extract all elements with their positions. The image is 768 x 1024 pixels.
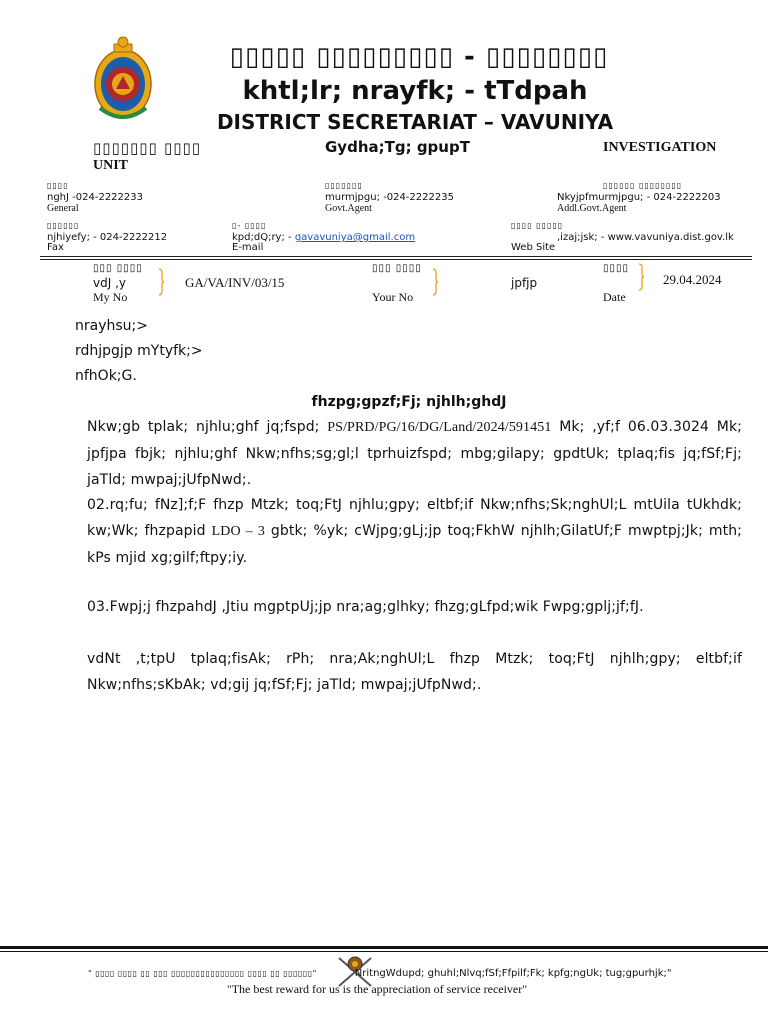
my-no-sinhala: ▯▯▯ ▯▯▯▯ <box>93 263 143 274</box>
footer-motto-english: "The best reward for us is the appreciation of service receiver" <box>226 982 528 996</box>
p2-text-b: gbtk; %yk; cWjpg;gLj;jp toq;FkhW njhlh;GilatUf;F mwptpj;Jk; mth; kPs mjid xg;gilf;ftpy;iy. <box>87 523 742 566</box>
your-no-label: Your No <box>372 290 414 304</box>
contact-fax-number: njhiyefy; - 024-2222212 <box>47 232 168 243</box>
contact-addl-agent-sinhala: ▯▯▯▯▯▯ ▯▯▯▯▯▯▯▯ <box>603 181 683 190</box>
title-tamil: khtl;lr; nrayfk; - tTdpah <box>242 76 588 106</box>
paragraph-3: 03.Fwpj;j fhzpahdJ ,Jtiu mgptpUj;jp nra;ag;glhky; fhzg;gLfpd;wik Fwpg;gplj;jf;fJ. <box>87 599 644 615</box>
contact-general-sinhala: ▯▯▯▯ <box>47 181 69 190</box>
unit-sinhala: ▯▯▯▯▯▯▯ ▯▯▯▯ <box>93 139 202 157</box>
paragraph-2 <box>87 492 742 571</box>
my-no-brace-icon <box>158 268 165 296</box>
contact-fax-label: Fax <box>47 242 64 253</box>
date-sinhala: ▯▯▯▯ <box>603 263 630 274</box>
my-no-tamil: vdJ ,y <box>93 276 126 290</box>
contact-addl-agent-number: Nkyjpfmurmjpgu; - 024-2222203 <box>557 192 721 203</box>
unit-english-line2: UNIT <box>93 158 129 173</box>
footer-rule-thin <box>0 951 768 952</box>
footer-motto-mixed <box>88 968 671 979</box>
unit-tamil: Gydha;Tg; gpupT <box>325 138 470 156</box>
your-no-brace-icon <box>432 268 439 296</box>
my-no-value: GA/VA/INV/03/15 <box>185 275 285 290</box>
contact-govt-agent-label: Govt.Agent <box>325 203 372 214</box>
paragraph-4: vdNt ,t;tpU tplaq;fisAk; rPh; nra;Ak;nghUl;L fhzp Mtzk; toq;FtJ njhlh;gpy; eltbf;if Nkw;nfhs;sKbAk; vd;gij jq;fSf;Fj; jaTld; mwpaj;jUfpNwd;. <box>87 651 742 693</box>
date-brace-icon <box>638 263 645 291</box>
footer-rule <box>0 946 768 949</box>
contact-email-prefix: kpd;dQ;ry; - <box>232 232 295 243</box>
date-tamil: jpfjp <box>511 276 538 290</box>
header-rule <box>40 256 752 257</box>
p1-text-b: Mk; ,yf;f 06.03.3024 Mk; jpfjpa fbjk; njhlu;ghf Nkw;nfhs;sg;gl;l tprhuizfspd; mbg;gilapy; gpdtUk; tplaq;fis jq;fSf;Fj; jaTld; mwpaj;jUfpNwd;. <box>87 419 742 488</box>
paragraph-1 <box>87 414 742 493</box>
contact-govt-agent-sinhala: ▯▯▯▯▯▯▯ <box>325 181 363 190</box>
address-line-1: nrayhsu;> <box>75 318 148 334</box>
unit-english: INVESTIGATION <box>603 140 717 155</box>
address-line-2: rdhjpgjp mYtyfk;> <box>75 343 203 359</box>
contact-govt-agent-number: murmjpgu; -024-2222235 <box>325 192 454 203</box>
footer-motto-tamil: NritngWdupd; ghuhl;Nlvq;fSf;Ffpilf;Fk; kpfg;ngUk; tug;gpurhjk;" <box>354 968 672 979</box>
contact-website-label: Web Site <box>511 242 556 253</box>
contact-website-url: ,izaj;jsk; - www.vavuniya.dist.gov.lk <box>557 232 734 243</box>
contact-general-label: General <box>47 203 79 214</box>
email-link[interactable]: gavavuniya@gmail.com <box>294 232 416 243</box>
title-english: DISTRICT SECRETARIAT – VAVUNIYA <box>216 110 614 134</box>
contact-general-number: nghJ -024-2222233 <box>47 192 143 203</box>
my-no-label: My No <box>93 290 128 304</box>
header-rule-thin <box>40 259 752 260</box>
title-sinhala: ▯▯▯▯▯ ▯▯▯▯▯▯▯▯▯ - ▯▯▯▯▯▯▯▯ <box>229 42 609 72</box>
date-value: 29.04.2024 <box>663 272 722 287</box>
p1-text-a: Nkw;gb tplak; njhlu;ghf jq;fspd; <box>87 419 328 435</box>
contact-addl-agent-label: Addl.Govt.Agent <box>557 203 627 214</box>
your-no-sinhala: ▯▯▯ ▯▯▯▯ <box>372 263 422 274</box>
footer-motto-sinhala: " ▯▯▯▯ ▯▯▯▯ ▯▯ ▯▯▯ ▯▯▯▯▯▯▯▯▯▯▯▯▯▯▯ ▯▯▯▯ ▯▯ ▯▯▯▯▯▯" <box>88 969 317 978</box>
p2-ldo-form: LDO – 3 <box>211 524 265 539</box>
contact-email-sinhala: ▯- ▯▯▯▯ <box>232 221 267 230</box>
p1-reference-number: PS/PRD/PG/16/DG/Land/2024/591451 <box>327 420 552 435</box>
letter-subject: fhzpg;gpzf;Fj; njhlh;ghdJ <box>311 394 507 410</box>
address-line-3: nfhOk;G. <box>75 368 137 384</box>
p2-text-a: 02.rq;fu; fNz];f;F fhzp Mtzk; toq;FtJ njhlu;gpy; eltbf;if Nkw;nfhs;Sk;nghUl;L mtUila tUkhdk; kw;Wk; fhzpapid <box>87 497 742 539</box>
contact-website-sinhala: ▯▯▯▯ ▯▯▯▯▯ <box>511 221 564 230</box>
contact-fax-sinhala: ▯▯▯▯▯▯ <box>47 221 80 230</box>
date-label: Date <box>603 290 626 304</box>
contact-email-label: E-mail <box>232 242 264 253</box>
